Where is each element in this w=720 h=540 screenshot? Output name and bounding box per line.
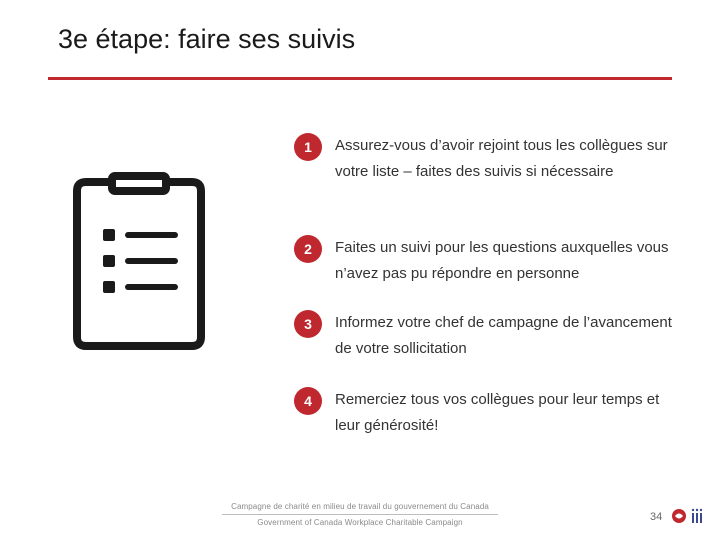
step-number-badge: 1 bbox=[294, 133, 322, 161]
slide-title: 3e étape: faire ses suivis bbox=[58, 24, 356, 54]
page-number: 34 bbox=[650, 511, 663, 523]
step-text: Faites un suivi pour les questions auxquelles vous n’avez pas pu répondre en personne bbox=[335, 239, 669, 282]
clipboard-checklist-icon bbox=[72, 172, 206, 350]
footer-campaign-name bbox=[222, 502, 498, 527]
footer-line-fr: Campagne de charité en milieu de travail du gouvernement du Canada bbox=[222, 502, 498, 515]
title-divider bbox=[48, 77, 672, 80]
step-text: Informez votre chef de campagne de l’avancement de votre sollicitation bbox=[335, 314, 672, 357]
footer-line-en: Government of Canada Workplace Charitable Campaign bbox=[257, 518, 463, 527]
step-number-badge: 3 bbox=[294, 310, 322, 338]
step-text: Remerciez tous vos collègues pour leur temps et leur générosité! bbox=[335, 391, 660, 434]
step-text: Assurez-vous d’avoir rejoint tous les collègues sur votre liste – faites des suivis si nécessaire bbox=[335, 137, 668, 180]
step-number-badge: 4 bbox=[294, 387, 322, 415]
step-number-badge: 2 bbox=[294, 235, 322, 263]
gcwcc-logo-icon bbox=[670, 506, 706, 526]
